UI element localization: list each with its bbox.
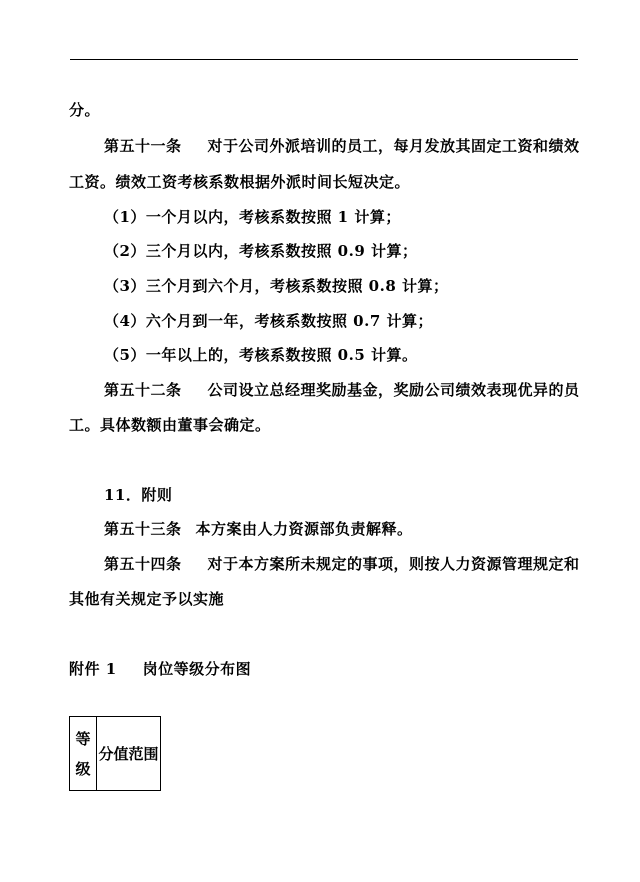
list-item-2: （2）三个月以内，考核系数按照 0.9 计算； [104, 242, 418, 260]
article-52-number: 第五十二条 [104, 381, 182, 399]
article-54 [104, 554, 580, 574]
article-54-continuation: 其他有关规定予以实施 [69, 590, 225, 608]
list-item-3: （3）三个月到六个月，考核系数按照 0.8 计算； [104, 277, 449, 295]
table-row [70, 717, 161, 791]
article-52-text: 公司设立总经理奖励基金，奖励公司绩效表现优异的员 [207, 381, 580, 399]
grade-char-2: 级 [75, 759, 91, 778]
list-item-1: （1）一个月以内，考核系数按照 1 计算； [104, 208, 401, 226]
article-53 [104, 519, 413, 539]
range-header-cell: 分值范围 [97, 717, 161, 791]
grade-char-1: 等 [75, 729, 91, 748]
article-51-text: 对于公司外派培训的员工，每月发放其固定工资和绩效 [207, 137, 580, 155]
header-rule [70, 59, 578, 60]
list-item-5: （5）一年以上的，考核系数按照 0.5 计算。 [104, 346, 418, 364]
list-item-4: （4）六个月到一年，考核系数按照 0.7 计算； [104, 312, 433, 330]
article-51-continuation: 工资。绩效工资考核系数根据外派时间长短决定。 [69, 173, 411, 191]
article-52-continuation: 工。具体数额由董事会确定。 [69, 416, 271, 434]
attachment-title: 岗位等级分布图 [142, 660, 252, 678]
article-53-text: 本方案由人力资源部负责解释。 [195, 520, 413, 538]
attachment-label: 附件 1 [69, 660, 117, 678]
article-54-text: 对于本方案所未规定的事项，则按人力资源管理规定和 [207, 555, 580, 573]
article-53-number: 第五十三条 [104, 520, 182, 538]
grade-header-cell [70, 717, 97, 791]
grade-distribution-table [69, 716, 161, 791]
paragraph-continuation: 分。 [69, 101, 101, 119]
attachment-heading [69, 659, 251, 679]
article-52 [104, 380, 580, 400]
article-51-number: 第五十一条 [104, 137, 182, 155]
article-51 [104, 136, 580, 156]
article-54-number: 第五十四条 [104, 555, 182, 573]
section-heading: 11．附则 [104, 486, 173, 504]
